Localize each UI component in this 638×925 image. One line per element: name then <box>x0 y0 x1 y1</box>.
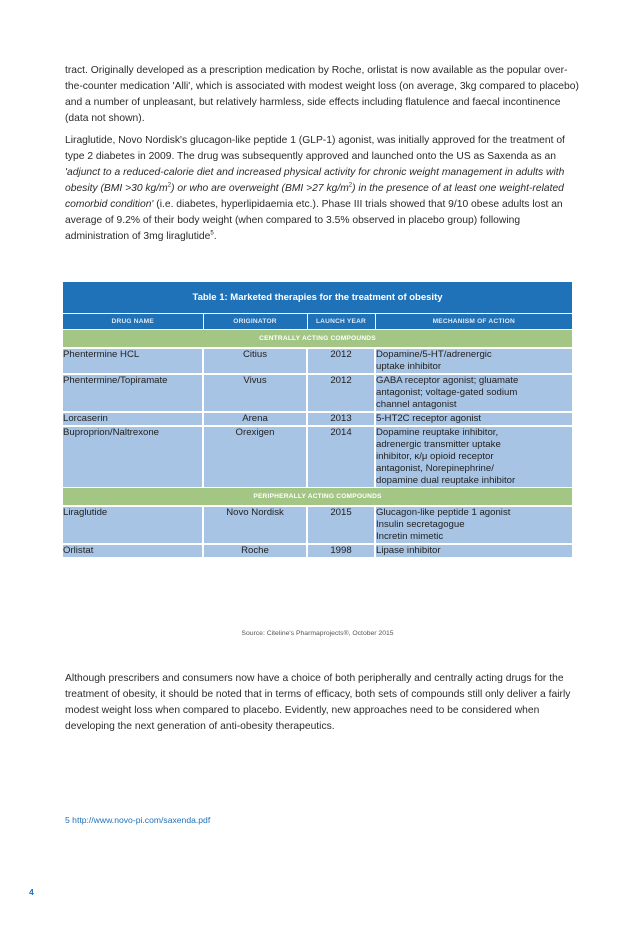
launch-year-cell: 2012 <box>307 348 375 374</box>
drug-name-cell: Lorcaserin <box>63 412 203 426</box>
p2-footnote-ref: 5 <box>210 230 214 237</box>
p2-text-2: (i.e. diabetes, hyperlipidaemia etc.). Phase III trials showed that 9/10 obese adults lost an average of 9.2% of their body weight (when compared to 3.5% observed in placebo group) following administration of 3mg liraglutide <box>65 199 563 242</box>
table-source: Source: Citeline's Pharmaprojects®, October 2015 <box>241 630 394 637</box>
table-row <box>63 506 572 544</box>
table-row <box>63 544 572 557</box>
p2-sup-1: 2 <box>167 182 172 189</box>
drug-name-cell: Orlistat <box>63 544 203 557</box>
mechanism-cell <box>375 544 572 557</box>
p2-text-3: . <box>213 231 217 242</box>
mechanism-line: adrenergic transmitter uptake <box>376 439 501 450</box>
mechanism-line: Dopamine reuptake inhibitor, <box>376 427 499 438</box>
header-drug-name: DRUG NAME <box>63 314 203 330</box>
table-row <box>63 412 572 426</box>
section-label: PERIPHERALLY ACTING COMPOUNDS <box>63 488 572 507</box>
paragraph-conclusion: Although prescribers and consumers now have a choice of both peripherally and centrally acting drugs for the treatment of obesity, it should be noted that in terms of efficacy, both sets of compounds still only deliver a fairly modest weight loss when compared to placebo. Evidently, new approaches need to be considered when developing the next generation of anti-obesity therapeutics. <box>65 673 571 732</box>
mechanism-line: antagonist, Norepinephrine/ <box>376 463 494 474</box>
mechanism-cell <box>375 374 572 412</box>
table-row <box>63 426 572 488</box>
mechanism-line: uptake inhibitor <box>376 361 442 372</box>
p2-text-1: Liraglutide, Novo Nordisk's glucagon-like peptide 1 (GLP-1) agonist, was initially approved for the treatment of type 2 diabetes in 2009. The drug was subsequently approved and launched onto the US as Saxenda as an <box>65 135 565 162</box>
mechanism-cell <box>375 412 572 426</box>
originator-cell: Citius <box>203 348 307 374</box>
table-header-row <box>63 314 572 330</box>
mechanism-cell <box>375 426 572 488</box>
launch-year-cell: 2013 <box>307 412 375 426</box>
originator-cell: Roche <box>203 544 307 557</box>
header-originator: ORIGINATOR <box>203 314 307 330</box>
footnote-link[interactable]: 5 http://www.novo-pi.com/saxenda.pdf <box>65 815 211 825</box>
mechanism-line: antagonist; voltage-gated sodium <box>376 387 518 398</box>
drug-name-cell: Phentermine/Topiramate <box>63 374 203 412</box>
drug-name-cell: Buproprion/Naltrexone <box>63 426 203 488</box>
p2-sup-2: 2 <box>348 182 353 189</box>
paragraph-liraglutide <box>65 133 580 245</box>
header-mechanism: MECHANISM OF ACTION <box>375 314 572 330</box>
p2-italic-3: ) in the presence of at least one weight-related comorbid condition' <box>65 183 564 210</box>
section-band <box>63 488 572 507</box>
drug-name-cell: Liraglutide <box>63 506 203 544</box>
table-row <box>63 374 572 412</box>
paragraph-orlistat: tract. Originally developed as a prescription medication by Roche, orlistat is now available as the popular over-the-counter medication 'Alli', which is associated with modest weight loss (on average, 3kg compared to placebo) and a number of unpleasant, but relatively harmless, side effects including flatulence and faecal incontinence (data not shown). <box>65 65 579 124</box>
mechanism-line: Lipase inhibitor <box>376 545 441 556</box>
mechanism-line: Incretin mimetic <box>376 531 444 542</box>
p2-italic-1: 'adjunct to a reduced-calorie diet and increased physical activity for chronic weight management in adults with obesity (BMI >30 kg/m <box>65 167 565 194</box>
mechanism-line: 5-HT2C receptor agonist <box>376 413 482 424</box>
table-body <box>63 330 572 558</box>
mechanism-line: GABA receptor agonist; gluamate <box>376 375 519 386</box>
table-row <box>63 348 572 374</box>
originator-cell: Orexigen <box>203 426 307 488</box>
originator-cell: Novo Nordisk <box>203 506 307 544</box>
mechanism-line: Glucagon-like peptide 1 agonist <box>376 507 511 518</box>
page-number: 4 <box>29 887 34 897</box>
section-label: CENTRALLY ACTING COMPOUNDS <box>63 330 572 349</box>
originator-cell: Vivus <box>203 374 307 412</box>
mechanism-line: Insulin secretagogue <box>376 519 465 530</box>
launch-year-cell: 2012 <box>307 374 375 412</box>
launch-year-cell: 1998 <box>307 544 375 557</box>
launch-year-cell: 2015 <box>307 506 375 544</box>
section-band <box>63 330 572 349</box>
header-launch-year: LAUNCH YEAR <box>307 314 375 330</box>
mechanism-line: channel antagonist <box>376 399 457 410</box>
mechanism-line: inhibitor, κ/μ opioid receptor <box>376 451 494 462</box>
table-title: Table 1: Marketed therapies for the treatment of obesity <box>63 282 572 314</box>
originator-cell: Arena <box>203 412 307 426</box>
launch-year-cell: 2014 <box>307 426 375 488</box>
p2-italic-2: ) or who are overweight (BMI >27 kg/m <box>171 183 349 194</box>
mechanism-cell <box>375 506 572 544</box>
mechanism-cell <box>375 348 572 374</box>
drug-name-cell: Phentermine HCL <box>63 348 203 374</box>
obesity-therapies-table <box>63 282 572 557</box>
mechanism-line: Dopamine/5-HT/adrenergic <box>376 349 492 360</box>
mechanism-line: dopamine dual reuptake inhibitor <box>376 475 516 486</box>
